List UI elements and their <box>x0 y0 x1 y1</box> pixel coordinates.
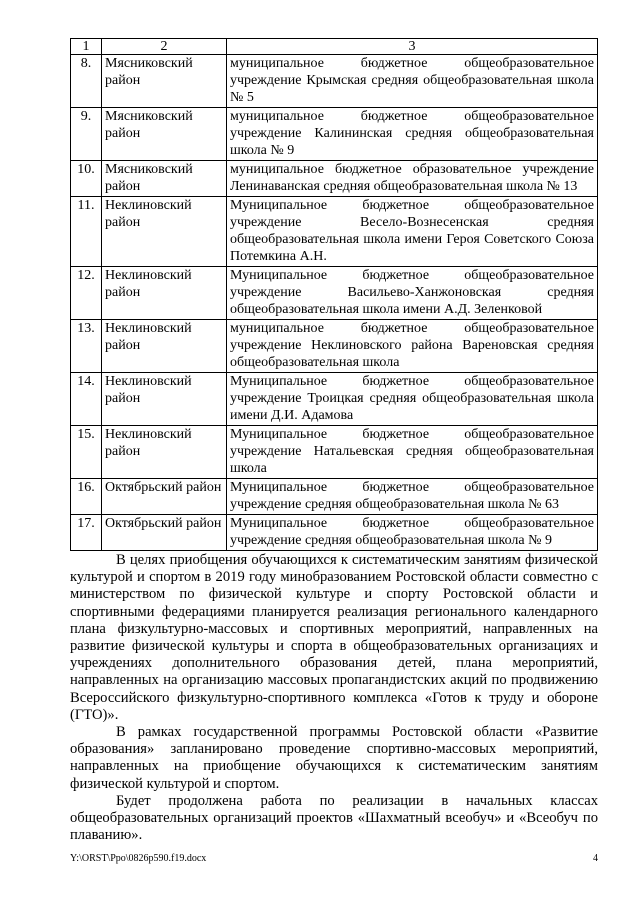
body-text <box>70 552 598 844</box>
header-col-3: 3 <box>227 39 598 55</box>
row-number: 16. <box>71 479 102 515</box>
row-number: 17. <box>71 515 102 551</box>
district-cell: Мясниковский район <box>102 161 227 197</box>
paragraph: Будет продолжена работа по реализации в начальных классах общеобразовательных организаций проектов «Шахматный всеобуч» и «Всеобуч по плаванию». <box>70 792 598 844</box>
organization-cell: Муниципальное бюджетное общеобразовательное учреждение средняя общеобразовательная школа № 63 <box>227 479 598 515</box>
row-number: 15. <box>71 426 102 479</box>
organization-cell: муниципальное бюджетное общеобразовательное учреждение Крымская средняя общеобразовательная школа № 5 <box>227 55 598 108</box>
row-number: 14. <box>71 373 102 426</box>
organization-cell: муниципальное бюджетное образовательное учреждение Ленинаванская средняя общеобразовательная школа № 13 <box>227 161 598 197</box>
district-cell: Неклиновский район <box>102 267 227 320</box>
header-col-2: 2 <box>102 39 227 55</box>
table-row <box>71 197 598 267</box>
row-number: 9. <box>71 108 102 161</box>
table-row <box>71 161 598 197</box>
table-row <box>71 55 598 108</box>
row-number: 12. <box>71 267 102 320</box>
district-cell: Неклиновский район <box>102 197 227 267</box>
organization-cell: Муниципальное бюджетное общеобразовательное учреждение Весело-Вознесенская средняя общеобразовательная школа имени Героя Советского Союза Потемкина А.Н. <box>227 197 598 267</box>
district-cell: Октябрьский район <box>102 479 227 515</box>
organization-cell: Муниципальное бюджетное общеобразовательное учреждение средняя общеобразовательная школа № 9 <box>227 515 598 551</box>
organization-cell: муниципальное бюджетное общеобразовательное учреждение Калининская средняя общеобразовательная школа № 9 <box>227 108 598 161</box>
table-row <box>71 373 598 426</box>
district-cell: Октябрьский район <box>102 515 227 551</box>
table-row <box>71 479 598 515</box>
paragraph: В целях приобщения обучающихся к систематическим занятиям физической культурой и спортом в 2019 году минобразованием Ростовской области совместно с министерством по физической культуре и спорту Ростовской области и спортивными федерациями планируется реализация регионального календарного плана физкультурно-массовых и спортивных мероприятий, направленных на развитие физической культуры и спорта в общеобразовательных организациях и учреждениях дополнительного образования детей, плана мероприятий, направленных на организацию массовых пропагандистских акций по продвижению Всероссийского физкультурно-спортивного комплекса «Готов к труду и обороне (ГТО)». <box>70 552 598 723</box>
organization-cell: Муниципальное бюджетное общеобразовательное учреждение Троицкая средняя общеобразовательная школа имени Д.И. Адамова <box>227 373 598 426</box>
district-cell: Мясниковский район <box>102 55 227 108</box>
table-row <box>71 426 598 479</box>
table-row <box>71 320 598 373</box>
row-number: 8. <box>71 55 102 108</box>
organization-cell: Муниципальное бюджетное общеобразовательное учреждение Натальевская средняя общеобразовательная школа <box>227 426 598 479</box>
table-row <box>71 267 598 320</box>
organization-cell: муниципальное бюджетное общеобразовательное учреждение Неклиновского района Вареновская средняя общеобразовательная школа <box>227 320 598 373</box>
table-row <box>71 515 598 551</box>
district-cell: Неклиновский район <box>102 373 227 426</box>
file-path: Y:\ORST\Ppo\0826p590.f19.docx <box>70 853 207 864</box>
schools-table <box>70 38 598 551</box>
district-cell: Неклиновский район <box>102 426 227 479</box>
district-cell: Неклиновский район <box>102 320 227 373</box>
paragraph: В рамках государственной программы Ростовской области «Развитие образования» запланировано проведение спортивно-массовых мероприятий, направленных на приобщение обучающихся к систематическим занятиям физической культурой и спортом. <box>70 724 598 792</box>
page-footer <box>70 853 598 864</box>
row-number: 11. <box>71 197 102 267</box>
organization-cell: Муниципальное бюджетное общеобразовательное учреждение Васильево-Ханжоновская средняя общеобразовательная школа имени А.Д. Зеленковой <box>227 267 598 320</box>
row-number: 13. <box>71 320 102 373</box>
header-col-1: 1 <box>71 39 102 55</box>
table-row <box>71 108 598 161</box>
table-header-row <box>71 39 598 55</box>
row-number: 10. <box>71 161 102 197</box>
district-cell: Мясниковский район <box>102 108 227 161</box>
page-number: 4 <box>593 853 598 864</box>
